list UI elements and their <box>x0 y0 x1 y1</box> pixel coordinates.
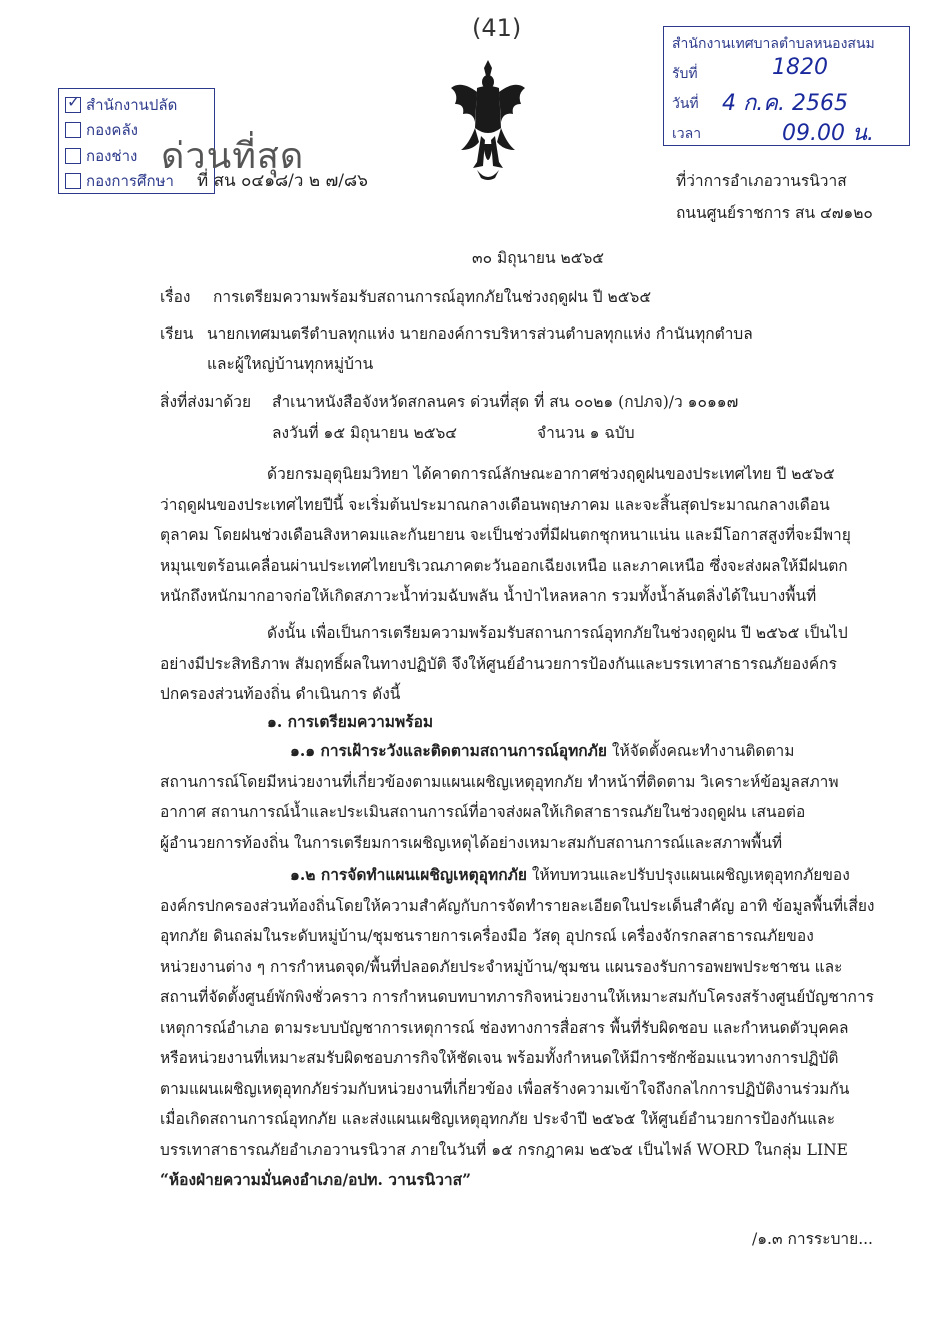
checkbox-checked-icon[interactable] <box>65 97 81 113</box>
routing-item-label: กองคลัง <box>86 121 138 139</box>
checkbox-icon[interactable] <box>65 122 81 138</box>
item-1-2-heading: ๑.๒ การจัดทำแผนเผชิญเหตุอุทกภัย <box>290 865 527 884</box>
document-date: ๓๐ มิถุนายน ๒๕๖๕ <box>472 249 605 267</box>
addressee-line2: และผู้ใหญ่บ้านทุกหมู่บ้าน <box>207 355 374 373</box>
item-1-1-heading: ๑.๑ การเฝ้าระวังและติดตามสถานการณ์อุทกภัย <box>290 741 607 760</box>
paragraph-line: อุทกภัย ดินถล่มในระดับหมู่บ้าน/ชุมชนรายการเครื่องมือ วัสดุ อุปกรณ์ เครื่องจักรกลสาธารณภัยของ <box>160 927 814 945</box>
paragraph-line: สถานการณ์โดยมีหน่วยงานที่เกี่ยวข้องตามแผนเผชิญเหตุอุทกภัย ทำหน้าที่ติดตาม วิเคราะห์ข้อมูลสภาพ <box>160 772 839 791</box>
paragraph-line: ตุลาคม โดยฝนช่วงเดือนสิงหาคมและกันยายน จะเป็นช่วงที่มีฝนตกชุกหนาแน่น และมีโอกาสสูงที่จะมีพายุ <box>160 526 851 544</box>
paragraph-line: เหตุการณ์อำเภอ ตามระบบบัญชาการเหตุการณ์ ช่องทางการสื่อสาร พื้นที่รับผิดชอบ และกำหนดตัวบุคคล <box>160 1018 849 1037</box>
paragraph-line: ผู้อำนวยการท้องถิ่น ในการเตรียมการเผชิญเหตุได้อย่างเหมาะสมกับสถานการณ์และสภาพพื้นที่ <box>160 833 783 852</box>
paragraph-line: หน่วยงานต่าง ๆ การกำหนดจุด/พื้นที่ปลอดภัยประจำหมู่บ้าน/ชุมชน แผนรองรับการอพยพประชาชน และ <box>160 957 843 976</box>
routing-item-label: สำนักงานปลัด <box>86 96 178 114</box>
enclosure-line1: สำเนาหนังสือจังหวัดสกลนคร ด่วนที่สุด ที่ สน ๐๐๒๑ (กปภจ)/ว ๑๐๑๑๗ <box>272 393 739 411</box>
paragraph-line: ให้จัดตั้งคณะทำงานติดตาม <box>611 742 795 760</box>
enclosure-count: จำนวน ๑ ฉบับ <box>537 424 635 442</box>
paragraph-line: ตามแผนเผชิญเหตุอุทกภัยร่วมกับหน่วยงานที่เกี่ยวข้อง เพื่อสร้างความเข้าใจถึงกลไกการปฏิบัติงานร่วมกัน <box>160 1079 850 1098</box>
enclosure-line2: ลงวันที่ ๑๕ มิถุนายน ๒๕๖๔ <box>272 424 458 442</box>
paragraph-line: ว่าฤดูฝนของประเทศไทยปีนี้ จะเริ่มต้นประมาณกลางเดือนพฤษภาคม และจะสิ้นสุดประมาณกลางเดือน <box>160 495 830 514</box>
checkbox-icon[interactable] <box>65 173 81 189</box>
received-label: รับที่ <box>672 66 698 82</box>
garuda-emblem-icon <box>447 58 529 186</box>
continuation-marker: /๑.๓ การระบาย... <box>752 1230 873 1248</box>
item-1-1 <box>160 736 885 858</box>
paragraph-line: เมื่อเกิดสถานการณ์อุทกภัย และส่งแผนเผชิญเหตุอุทกภัย ประจำปี ๒๕๖๕ ให้ศูนย์อำนวยการป้องกันและ <box>160 1110 836 1128</box>
paragraph-line: สถานที่จัดตั้งศูนย์พักพิงชั่วคราว การกำหนดบทบาทภารกิจหน่วยงานให้เหมาะสมกับโครงสร้างศูนย์บัญชาการ <box>160 988 874 1006</box>
paragraph-line: บรรเทาสาธารณภัยอำเภอวานรนิวาส ภายในวันที่ ๑๕ กรกฎาคม ๒๕๖๕ เป็นไฟล์ WORD ในกลุ่ม LINE <box>160 1140 848 1159</box>
receipt-stamp <box>663 26 910 146</box>
document-number: ที่ สน ๐๔๑๘/ว ๒ ๗/๘๖ <box>197 171 368 191</box>
receipt-office: สำนักงานเทศบาลตำบลหนองสนม <box>672 36 875 52</box>
line-group-name: “ห้องฝ่ายความมั่นคงอำเภอ/อปท. วานรนิวาส” <box>160 1170 471 1189</box>
routing-item-education[interactable] <box>65 169 174 193</box>
paragraph-line: ปกครองส่วนท้องถิ่น ดำเนินการ ดังนี้ <box>160 685 401 703</box>
addressee-label: เรียน <box>160 325 194 343</box>
paragraph-2 <box>160 618 885 710</box>
paragraph-line: ด้วยกรมอุตุนิยมวิทยา ได้คาดการณ์ลักษณะอากาศช่วงฤดูฝนของประเทศไทย ปี ๒๕๖๕ <box>267 465 835 483</box>
routing-item-label: กองช่าง <box>86 147 138 165</box>
subject-label: เรื่อง <box>160 288 191 306</box>
section-1-heading: ๑. การเตรียมความพร้อม <box>267 712 434 731</box>
date-label: วันที่ <box>672 96 699 112</box>
received-time: 09.00 น. <box>782 121 875 146</box>
paragraph-line: อากาศ สถานการณ์น้ำและประเมินสถานการณ์ที่อาจส่งผลให้เกิดสาธารณภัยในช่วงฤดูฝน เสนอต่อ <box>160 803 806 821</box>
routing-item-office[interactable] <box>65 93 177 117</box>
page-number: (41) <box>472 14 522 42</box>
routing-item-finance[interactable] <box>65 118 138 142</box>
subject-text: การเตรียมความพร้อมรับสถานการณ์อุทกภัยในช่วงฤดูฝน ปี ๒๕๖๕ <box>213 288 652 306</box>
time-label: เวลา <box>672 126 702 142</box>
paragraph-line: หรือหน่วยงานที่เหมาะสมรับผิดชอบภารกิจให้ชัดเจน พร้อมทั้งกำหนดให้มีการซักซ้อมแนวทางการปฏิบัติ <box>160 1049 839 1067</box>
urgent-stamp: ด่วนที่สุด <box>161 136 305 177</box>
paragraph-line: หมุนเขตร้อนเคลื่อนผ่านประเทศไทยบริเวณภาคตะวันออกเฉียงเหนือ และภาคเหนือ ซึ่งจะส่งผลให้มีฝนตก <box>160 556 848 575</box>
checkbox-icon[interactable] <box>65 148 81 164</box>
item-1-2 <box>160 860 885 1196</box>
addressee-line1: นายกเทศมนตรีตำบลทุกแห่ง นายกองค์การบริหารส่วนตำบลทุกแห่ง กำนันทุกตำบล <box>207 325 753 343</box>
enclosure-label: สิ่งที่ส่งมาด้วย <box>160 393 252 411</box>
paragraph-line: ดังนั้น เพื่อเป็นการเตรียมความพร้อมรับสถานการณ์อุทกภัยในช่วงฤดูฝน ปี ๒๕๖๕ เป็นไป <box>267 624 848 642</box>
received-date: 4 ก.ค. 2565 <box>722 91 848 116</box>
paragraph-line: องค์กรปกครองส่วนท้องถิ่นโดยให้ความสำคัญกับการจัดทำรายละเอียดในประเด็นสำคัญ อาทิ ข้อมูลพื้นที่เสี่ยง <box>160 896 875 915</box>
sender-address-line1: ที่ว่าการอำเภอวานรนิวาส <box>676 172 847 190</box>
paragraph-line: อย่างมีประสิทธิภาพ สัมฤทธิ์ผลในทางปฏิบัติ จึงให้ศูนย์อำนวยการป้องกันและบรรเทาสาธารณภัยองค์กร <box>160 654 837 673</box>
routing-item-label: กองการศึกษา <box>86 172 174 190</box>
paragraph-1 <box>160 459 885 612</box>
paragraph-line: ให้ทบทวนและปรับปรุงแผนเผชิญเหตุอุทกภัยของ <box>531 866 850 884</box>
paragraph-line: หนักถึงหนักมากอาจก่อให้เกิดสภาวะน้ำท่วมฉับพลัน น้ำป่าไหลหลาก รวมทั้งน้ำล้นตลิ่งได้ในบางพื้นที่ <box>160 587 817 605</box>
routing-item-engineering[interactable] <box>65 144 137 168</box>
sender-address-line2: ถนนศูนย์ราชการ สน ๔๗๑๒๐ <box>676 204 873 222</box>
received-number: 1820 <box>772 55 828 80</box>
